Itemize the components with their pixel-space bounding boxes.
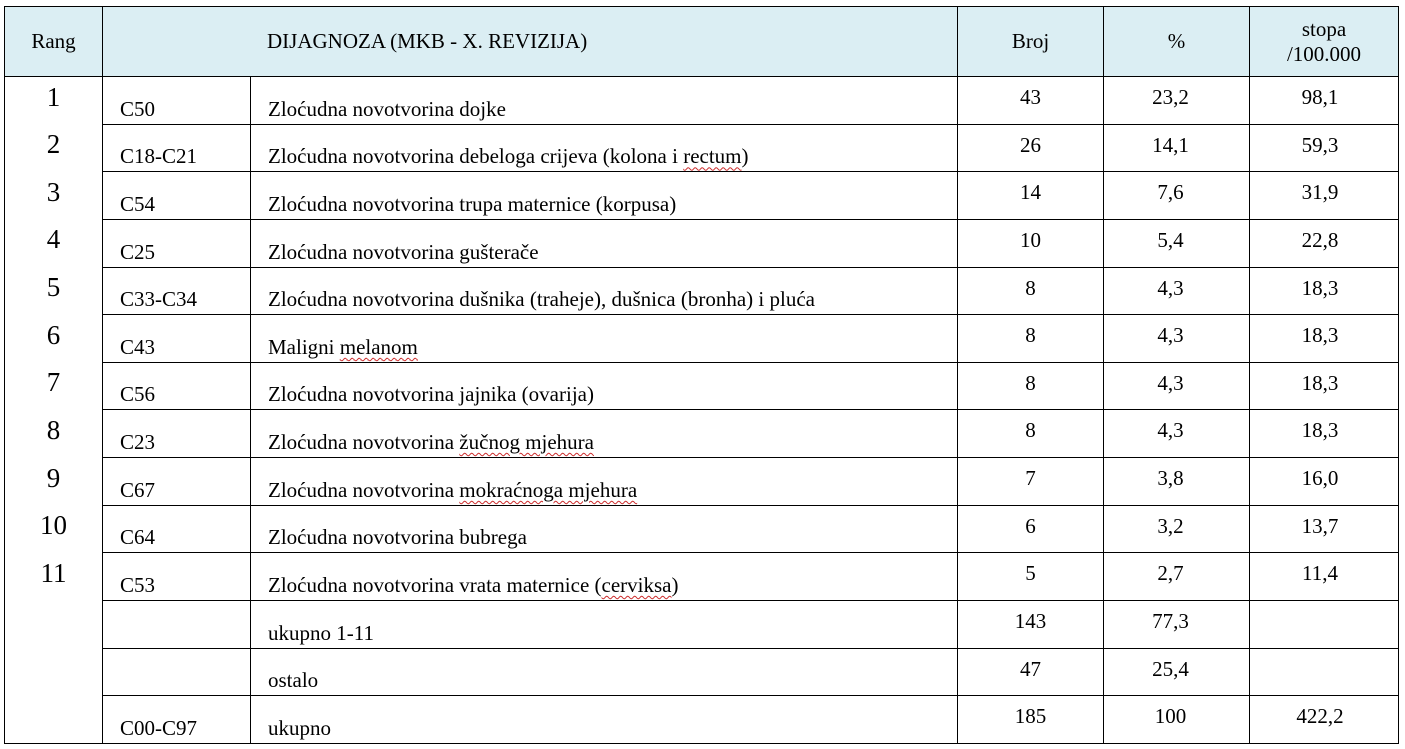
header-stopa (1250, 7, 1399, 77)
rang-cell: 1 (5, 77, 103, 125)
stopa-cell (1250, 648, 1399, 696)
broj-cell: 143 (958, 601, 1104, 649)
summary-row-total (5, 696, 1399, 744)
percent-cell: 77,3 (1104, 601, 1250, 649)
code-cell: C18-C21 (103, 124, 251, 172)
rang-cell: 5 (5, 267, 103, 315)
header-diagnoza: DIJAGNOZA (MKB - X. REVIZIJA) (103, 7, 958, 77)
broj-cell: 7 (958, 458, 1104, 506)
spellcheck-flagged-word: mokraćnoga mjehura (459, 477, 638, 502)
header-rang: Rang (5, 7, 103, 77)
broj-cell: 8 (958, 362, 1104, 410)
percent-cell: 3,2 (1104, 505, 1250, 553)
rang-cell: 2 (5, 124, 103, 172)
broj-cell: 8 (958, 315, 1104, 363)
table-row (5, 124, 1399, 172)
code-cell: C23 (103, 410, 251, 458)
stopa-cell (1250, 601, 1399, 649)
table-row (5, 362, 1399, 410)
stopa-cell: 18,3 (1250, 267, 1399, 315)
code-cell: C43 (103, 315, 251, 363)
diagnosis-cell (251, 458, 958, 506)
broj-cell: 47 (958, 648, 1104, 696)
percent-cell: 4,3 (1104, 362, 1250, 410)
rang-cell: 10 (5, 505, 103, 553)
rang-cell: 4 (5, 219, 103, 267)
diagnosis-text: Zloćudna novotvorina (268, 477, 460, 502)
code-cell (103, 648, 251, 696)
rang-cell: 8 (5, 410, 103, 458)
table-row (5, 410, 1399, 458)
code-cell: C64 (103, 505, 251, 553)
broj-cell: 6 (958, 505, 1104, 553)
header-broj: Broj (958, 7, 1104, 77)
rang-cell-empty (5, 601, 103, 649)
diagnosis-cell: Zloćudna novotvorina dušnika (traheje), dušnica (bronha) i pluća (251, 267, 958, 315)
diagnosis-cell: ostalo (251, 648, 958, 696)
table-row (5, 458, 1399, 506)
percent-cell: 100 (1104, 696, 1250, 744)
code-cell: C50 (103, 77, 251, 125)
diagnosis-cell (251, 410, 958, 458)
rang-cell: 3 (5, 172, 103, 220)
code-cell: C56 (103, 362, 251, 410)
header-postotak: % (1104, 7, 1250, 77)
spellcheck-flagged-word: cerviksa (601, 573, 672, 598)
code-cell (103, 601, 251, 649)
percent-cell: 23,2 (1104, 77, 1250, 125)
code-cell: C33-C34 (103, 267, 251, 315)
percent-cell: 3,8 (1104, 458, 1250, 506)
code-cell: C67 (103, 458, 251, 506)
rang-cell: 6 (5, 315, 103, 363)
percent-cell: 4,3 (1104, 315, 1250, 363)
stopa-cell: 11,4 (1250, 553, 1399, 601)
table-row (5, 77, 1399, 125)
spellcheck-flagged-word: žučnog mjehura (459, 430, 594, 455)
broj-cell: 14 (958, 172, 1104, 220)
table-row (5, 267, 1399, 315)
diagnosis-cell (251, 553, 958, 601)
diagnosis-text: Maligni (268, 334, 340, 359)
stopa-cell: 422,2 (1250, 696, 1399, 744)
diagnosis-cell: Zloćudna novotvorina trupa maternice (korpusa) (251, 172, 958, 220)
diagnosis-text: Zloćudna novotvorina debeloga crijeva (kolona i (268, 144, 684, 169)
stopa-cell: 18,3 (1250, 410, 1399, 458)
percent-cell: 7,6 (1104, 172, 1250, 220)
code-cell: C54 (103, 172, 251, 220)
broj-cell: 43 (958, 77, 1104, 125)
diagnosis-cell: Zloćudna novotvorina bubrega (251, 505, 958, 553)
percent-cell: 4,3 (1104, 410, 1250, 458)
table-row (5, 505, 1399, 553)
percent-cell: 5,4 (1104, 219, 1250, 267)
percent-cell: 2,7 (1104, 553, 1250, 601)
table-header-row (5, 7, 1399, 77)
broj-cell: 8 (958, 410, 1104, 458)
broj-cell: 26 (958, 124, 1104, 172)
table-row (5, 219, 1399, 267)
summary-row (5, 648, 1399, 696)
summary-row (5, 601, 1399, 649)
diagnosis-text: Zloćudna novotvorina (268, 430, 460, 455)
stopa-cell: 16,0 (1250, 458, 1399, 506)
rang-cell: 7 (5, 362, 103, 410)
diagnosis-cell: ukupno 1-11 (251, 601, 958, 649)
diagnosis-cell (251, 124, 958, 172)
stopa-cell: 59,3 (1250, 124, 1399, 172)
diagnosis-table (4, 6, 1399, 744)
diagnosis-text: Zloćudna novotvorina vrata maternice ( (268, 573, 602, 598)
percent-cell: 4,3 (1104, 267, 1250, 315)
code-cell: C53 (103, 553, 251, 601)
rang-cell: 9 (5, 458, 103, 506)
table-row (5, 315, 1399, 363)
stopa-cell: 18,3 (1250, 315, 1399, 363)
stopa-cell: 13,7 (1250, 505, 1399, 553)
table-row (5, 553, 1399, 601)
percent-cell: 14,1 (1104, 124, 1250, 172)
code-cell: C00-C97 (103, 696, 251, 744)
rang-cell-empty (5, 696, 103, 744)
code-cell: C25 (103, 219, 251, 267)
percent-cell: 25,4 (1104, 648, 1250, 696)
stopa-cell: 22,8 (1250, 219, 1399, 267)
header-stopa-line1: stopa (1301, 16, 1347, 41)
stopa-cell: 31,9 (1250, 172, 1399, 220)
stopa-cell: 18,3 (1250, 362, 1399, 410)
broj-cell: 10 (958, 219, 1104, 267)
diagnosis-cell: Zloćudna novotvorina jajnika (ovarija) (251, 362, 958, 410)
broj-cell: 5 (958, 553, 1104, 601)
rang-cell-empty (5, 648, 103, 696)
broj-cell: 8 (958, 267, 1104, 315)
stopa-cell: 98,1 (1250, 77, 1399, 125)
broj-cell: 185 (958, 696, 1104, 744)
header-stopa-line2: /100.000 (1286, 41, 1362, 66)
table-row (5, 172, 1399, 220)
diagnosis-text-end: ) (741, 144, 749, 169)
diagnosis-cell: Zloćudna novotvorina gušterače (251, 219, 958, 267)
diagnosis-cell: ukupno (251, 696, 958, 744)
spellcheck-flagged-word: rectum (683, 144, 742, 169)
rang-cell: 11 (5, 553, 103, 601)
diagnosis-text-end: ) (671, 573, 679, 598)
diagnosis-cell (251, 315, 958, 363)
spellcheck-flagged-word: melanom (339, 334, 418, 359)
diagnosis-cell: Zloćudna novotvorina dojke (251, 77, 958, 125)
